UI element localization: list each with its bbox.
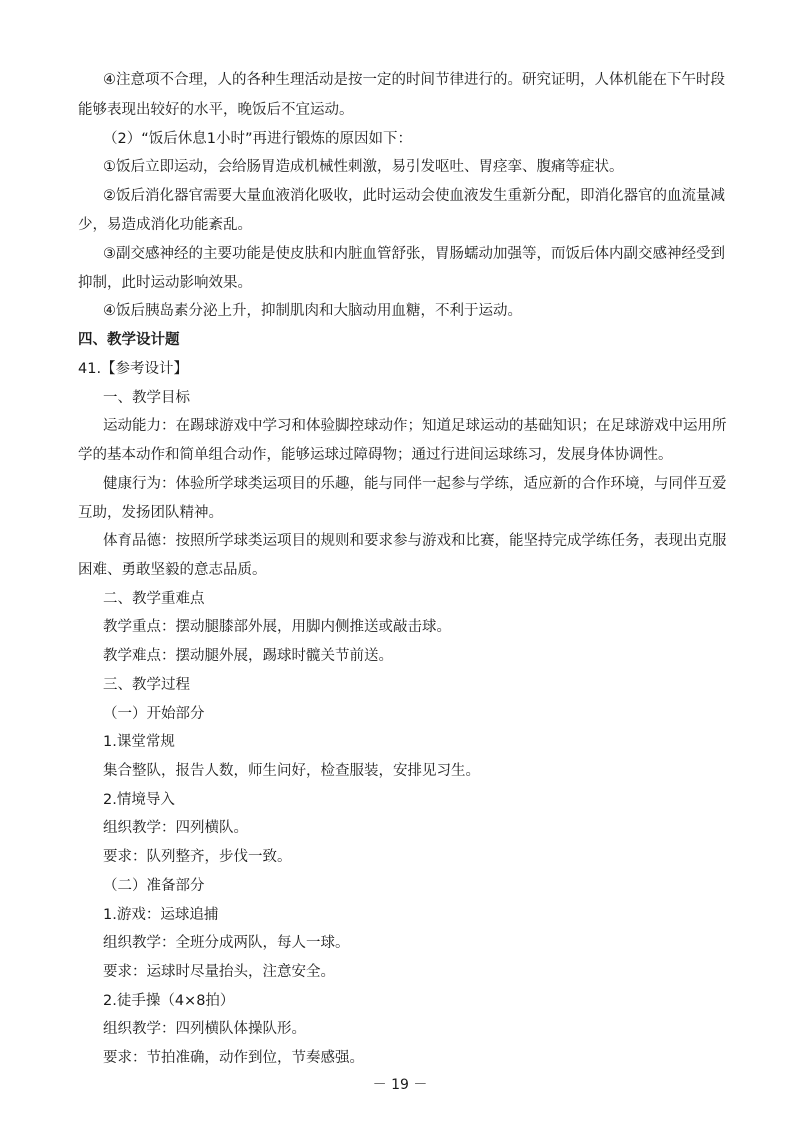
paragraph-line: ④注意项不合理，人的各种生理活动是按一定的时间节律进行的。研究证明，人体机能在下午时段 xyxy=(103,72,725,88)
subsection-heading: （一）开始部分 xyxy=(103,706,205,722)
paragraph-line: 组织教学：四列横队体操队形。 xyxy=(103,1021,306,1037)
section-heading: 四、教学设计题 xyxy=(78,332,180,348)
paragraph-line: 要求：节拍准确，动作到位，节奏感强。 xyxy=(103,1050,364,1066)
page-number: － 19 － xyxy=(372,1077,428,1093)
paragraph-line: 体育品德：按照所学球类运项目的规则和要求参与游戏和比赛，能坚持完成学练任务，表现出克服 xyxy=(103,533,727,549)
paragraph-line: 组织教学：四列横队。 xyxy=(103,820,248,836)
paragraph-line: 1.游戏：运球追捕 xyxy=(103,907,219,923)
paragraph-line: 2.情境导入 xyxy=(103,792,175,808)
subsection-heading: 二、教学重难点 xyxy=(103,591,205,607)
paragraph-line: 教学难点：摆动腿外展，踢球时髋关节前送。 xyxy=(103,648,393,664)
paragraph-line: 困难、勇敢坚毅的意志品质。 xyxy=(78,562,267,578)
paragraph-line: 要求：运球时尽量抬头，注意安全。 xyxy=(103,964,335,980)
paragraph-line: 能够表现出较好的水平，晚饭后不宜运动。 xyxy=(78,102,354,118)
paragraph-line: 少，易造成消化功能紊乱。 xyxy=(78,217,252,233)
paragraph-line: 学的基本动作和简单组合动作，能够运球过障碍物；通过行进间运球练习，发展身体协调性。 xyxy=(78,447,673,463)
paragraph-line: 健康行为：体验所学球类运项目的乐趣，能与同伴一起参与学练，适应新的合作环境，与同伴互爱 xyxy=(103,476,727,492)
subsection-heading: 一、教学目标 xyxy=(103,390,190,406)
paragraph-line: ③副交感神经的主要功能是使皮肤和内脏血管舒张，胃肠蠕动加强等，而饭后体内副交感神经受到 xyxy=(103,246,725,262)
paragraph-line: 2.徒手操（4×8拍） xyxy=(103,993,235,1009)
question-heading: 41.【参考设计】 xyxy=(78,361,189,377)
paragraph-line: 要求：队列整齐，步伐一致。 xyxy=(103,849,292,865)
paragraph-line: ②饭后消化器官需要大量血液消化吸收，此时运动会使血液发生重新分配，即消化器官的血流量减 xyxy=(103,188,725,204)
paragraph-line: ①饭后立即运动，会给肠胃造成机械性刺激，易引发呕吐、胃痉挛、腹痛等症状。 xyxy=(103,159,624,175)
paragraph-line: （2）“饭后休息1小时”再进行锻炼的原因如下： xyxy=(103,131,412,147)
paragraph-line: ④饭后胰岛素分泌上升，抑制肌肉和大脑动用血糖，不利于运动。 xyxy=(103,303,522,319)
paragraph-line: 抑制，此时运动影响效果。 xyxy=(78,275,252,291)
subsection-heading: 三、教学过程 xyxy=(103,677,190,693)
paragraph-line: 运动能力：在踢球游戏中学习和体验脚控球动作；知道足球运动的基础知识；在足球游戏中运用所 xyxy=(103,418,727,434)
paragraph-line: 集合整队，报告人数，师生问好，检查服装，安排见习生。 xyxy=(103,763,480,779)
subsection-heading: （二）准备部分 xyxy=(103,878,205,894)
paragraph-line: 互助，发扬团队精神。 xyxy=(78,505,223,521)
paragraph-line: 1.课堂常规 xyxy=(103,734,175,750)
paragraph-line: 组织教学：全班分成两队，每人一球。 xyxy=(103,935,350,951)
paragraph-line: 教学重点：摆动腿膝部外展，用脚内侧推送或敲击球。 xyxy=(103,619,451,635)
